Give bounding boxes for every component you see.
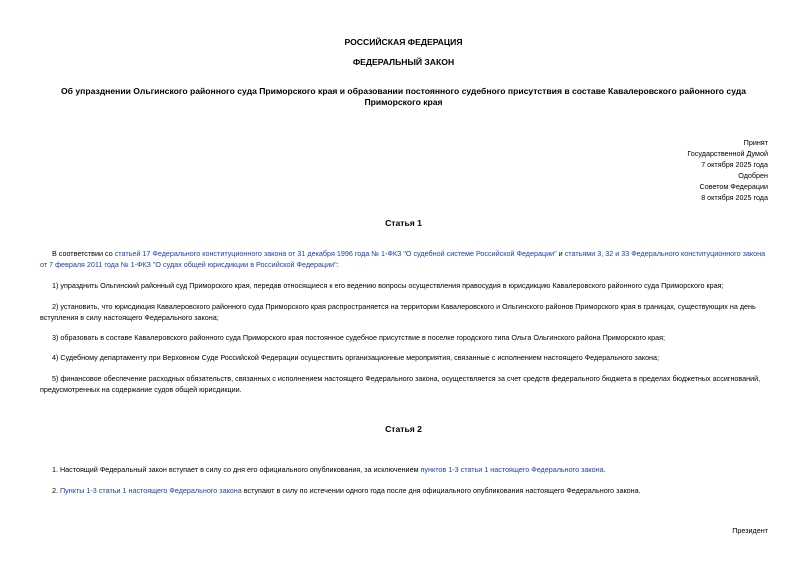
article-1-item-2: 2) установить, что юрисдикция Кавалеровского районного суда Приморского края распространяется на территории Кавалеровского и Ольгинского районов Приморского края в границах, существующих на день вступления в силу настоящего Федерального закона; (40, 302, 756, 322)
link-items-1-3-article-1[interactable]: пунктов 1-3 статьи 1 настоящего Федерального закона (420, 465, 604, 474)
adopted-date: 7 октября 2025 года (701, 160, 768, 169)
approved-date: 8 октября 2025 года (701, 193, 768, 202)
article-1-heading: Статья 1 (385, 218, 422, 228)
article-1-item-4: 4) Судебному департаменту при Верховном Суде Российской Федерации осуществить организационные мероприятия, связанные с исполнением настоящего Федерального закона; (52, 353, 660, 362)
link-articles-3-32-33[interactable]: статьями 3, 32 и 33 Федерального конституционного закона от 7 февраля 2011 года № 1-ФКЗ "О судах общей юрисдикции в Российской Федерации" (40, 249, 766, 269)
article-1-item-5: 5) финансовое обеспечение расходных обязательств, связанных с исполнением настоящего Федерального закона, осуществляется за счет средств федерального бюджета в пределах бюджетных ассигнований, предусмотренных на содержание судов общей юрисдикции. (40, 374, 761, 394)
article-1-item-1: 1) упразднить Ольгинский районный суд Приморского края, передав относящиеся к его ведению вопросы осуществления правосудия в юрисдикцию Кавалеровского районного суда Приморского края; (52, 281, 724, 290)
approved-label: Одобрен (738, 171, 768, 180)
article-2-item-2: 2. Пункты 1-3 статьи 1 настоящего Федерального закона вступают в силу по истечении одного года после дня официального опубликования настоящего Федерального закона. (52, 486, 641, 495)
approved-by: Советом Федерации (699, 182, 768, 191)
adopted-by: Государственной Думой (687, 149, 768, 158)
adopted-label: Принят (743, 138, 768, 147)
law-title: Об упразднении Ольгинского районного суда Приморского края и образовании постоянного судебного присутствия в составе Кавалеровского районного суда Приморского края (60, 86, 747, 107)
article-2-item-1: 1. Настоящий Федеральный закон вступает в силу со дня его официального опубликования, за исключением пунктов 1-3 статьи 1 настоящего Федерального закона. (52, 465, 606, 474)
adoption-block (687, 137, 768, 203)
law-type-heading: ФЕДЕРАЛЬНЫЙ ЗАКОН (352, 57, 455, 67)
country-heading: РОССИЙСКАЯ ФЕДЕРАЦИЯ (344, 37, 463, 47)
article-1-preamble: В соответствии со статьей 17 Федерального конституционного закона от 31 декабря 1996 года № 1-ФКЗ "О судебной системе Российской Федерации" и статьями 3, 32 и 33 Федерального конституционного закона от 7 февраля 2011 года № 1-ФКЗ "О судах общей юрисдикции в Российской Федерации": (40, 249, 766, 269)
link-items-1-3-article-1-b[interactable]: Пункты 1-3 статьи 1 настоящего Федерального закона (60, 486, 242, 495)
article-2-heading: Статья 2 (385, 424, 422, 434)
article-1-item-3: 3) образовать в составе Кавалеровского районного суда Приморского края постоянное судебное присутствие в поселке городского типа Ольга Ольгинского района Приморского края; (52, 333, 666, 342)
signature-president: Президент (732, 526, 768, 535)
link-article-17-fkz[interactable]: статьей 17 Федерального конституционного закона от 31 декабря 1996 года № 1-ФКЗ "О судебной системе Российской Федерации" (114, 249, 557, 258)
